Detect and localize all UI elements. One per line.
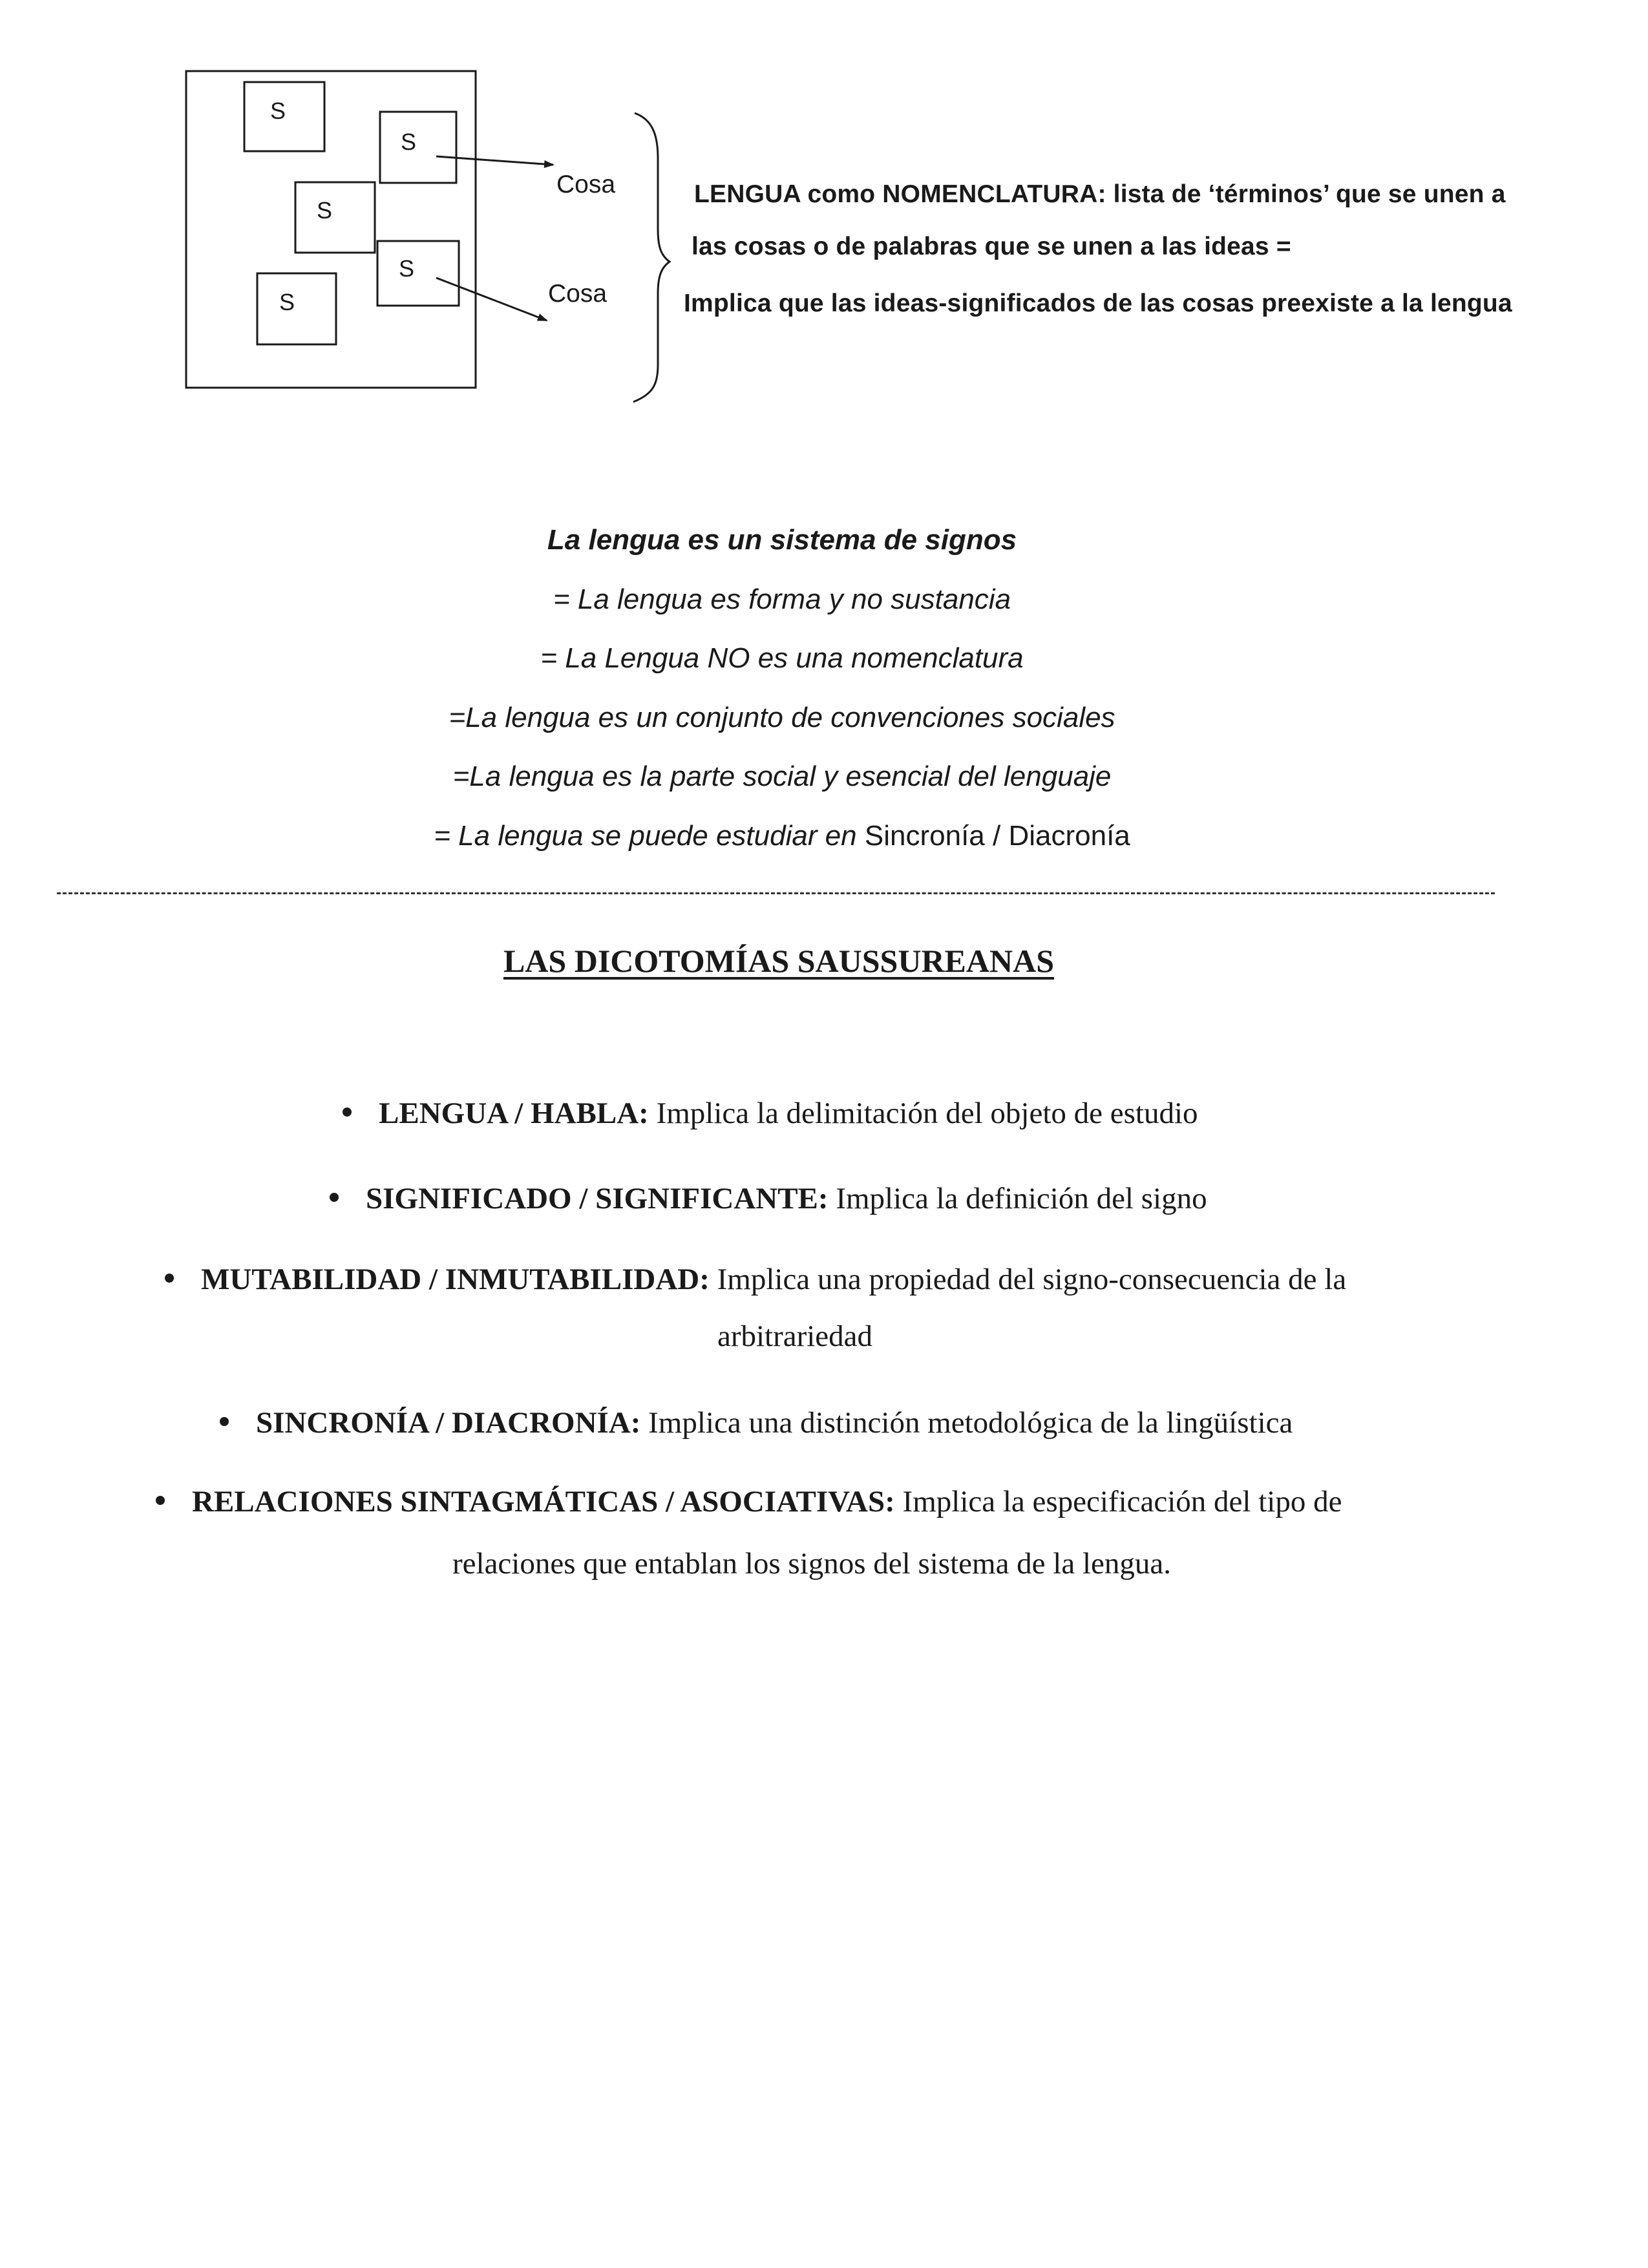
dichotomy-term: LENGUA / HABLA: — [379, 1097, 649, 1130]
nomenclature-line: las cosas o de palabras que se unen a las ideas = — [692, 233, 1291, 260]
definition-title: La lengua es un sistema de signos — [547, 524, 1017, 556]
dichotomy-item — [220, 1408, 1293, 1438]
curly-brace — [633, 113, 670, 402]
nomenclature-line: Implica que las ideas-significados de las cosas preexiste a la lengua — [684, 289, 1512, 317]
definition-item: = La lengua es forma y no sustancia — [553, 583, 1011, 615]
dichotomy-term: SINCRONÍA / DIACRONÍA: — [256, 1406, 641, 1440]
bullet-dot-icon — [165, 1274, 174, 1283]
dichotomy-desc-continuation: arbitrariedad — [717, 1319, 873, 1353]
definition-item: =La lengua es la parte social y esencial del lenguaje — [452, 761, 1112, 792]
dichotomy-term: MUTABILIDAD / INMUTABILIDAD: — [201, 1263, 710, 1296]
sign-letter: S — [399, 255, 415, 282]
thing-label: Cosa — [548, 280, 607, 308]
sign-letter: S — [317, 197, 333, 224]
dichotomy-term: RELACIONES SINTAGMÁTICAS / ASOCIATIVAS: — [192, 1485, 895, 1518]
sign-letter: S — [279, 289, 295, 315]
definition-item: =La lengua es un conjunto de convenciones sociales — [449, 702, 1115, 733]
section-title: LAS DICOTOMÍAS SAUSSUREANAS — [503, 943, 1055, 979]
bullet-dot-icon — [330, 1193, 339, 1202]
sign-box — [244, 82, 324, 151]
bullet-dot-icon — [156, 1496, 165, 1505]
sign-letter: S — [270, 98, 286, 124]
nomenclature-diagram — [0, 0, 711, 420]
dichotomy-item — [330, 1184, 1207, 1214]
thing-label: Cosa — [556, 171, 616, 198]
dichotomy-desc: Implica una distinción metodológica de la lingüística — [648, 1406, 1293, 1440]
dichotomy-item — [156, 1487, 1342, 1517]
bullet-dot-icon — [220, 1417, 229, 1426]
definition-item-italic: = La lengua se puede estudiar en — [434, 820, 857, 852]
nomenclature-line: LENGUA como NOMENCLATURA: lista de ‘términos’ que se unen a — [694, 180, 1506, 208]
dichotomy-desc: Implica la definición del signo — [836, 1182, 1207, 1215]
language-frame — [186, 71, 476, 388]
dichotomy-item — [165, 1265, 1346, 1295]
dichotomy-desc: Implica una propiedad del signo-consecuencia de la — [717, 1263, 1347, 1296]
definition-item-last — [434, 822, 1130, 850]
definition-item-upright: Sincronía / Diacronía — [864, 820, 1130, 852]
sign-box — [295, 182, 375, 253]
definition-item: = La Lengua NO es una nomenclatura — [540, 642, 1024, 674]
dichotomy-term: SIGNIFICADO / SIGNIFICANTE: — [366, 1182, 829, 1215]
sign-box — [257, 273, 336, 344]
sign-box — [377, 241, 459, 306]
dichotomy-desc: Implica la especificación del tipo de — [902, 1485, 1342, 1518]
dichotomy-desc-continuation: relaciones que entablan los signos del sistema de la lengua. — [452, 1547, 1172, 1580]
dashed-separator — [57, 892, 1495, 894]
sign-letter: S — [401, 129, 417, 155]
bullet-dot-icon — [343, 1108, 352, 1117]
sign-box — [380, 112, 456, 183]
arrow-to-thing — [436, 156, 553, 165]
dichotomy-item — [343, 1098, 1198, 1129]
arrow-to-thing — [436, 278, 547, 320]
dichotomy-desc: Implica la delimitación del objeto de estudio — [656, 1097, 1198, 1130]
